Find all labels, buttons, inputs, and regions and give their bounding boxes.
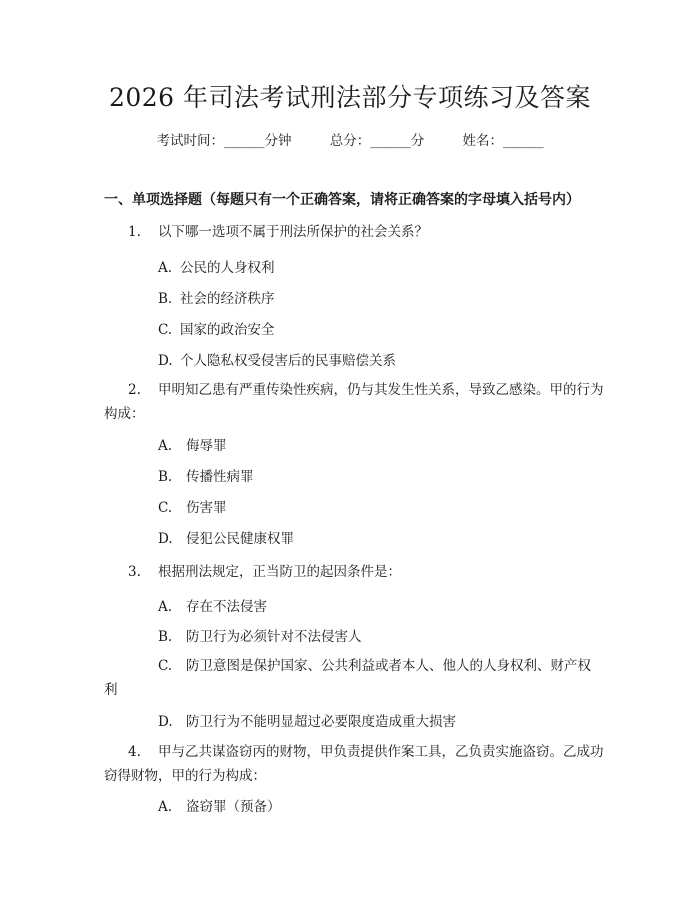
option-2c — [158, 498, 227, 518]
name-field: 姓名：______ — [462, 133, 544, 149]
option-letter: B. — [158, 629, 173, 645]
total-score-field: 总分：______分 — [329, 133, 425, 149]
exam-time-field: 考试时间：______分钟 — [156, 133, 292, 149]
option-text: 存在不法侵害 — [186, 599, 267, 615]
option-text: 盗窃罪（预备） — [186, 799, 281, 815]
question-number: 3. — [128, 564, 141, 580]
option-letter: B. — [158, 469, 173, 485]
option-text: 公民的人身权利 — [180, 260, 275, 276]
option-letter: C. — [158, 500, 173, 516]
option-letter: D. — [158, 353, 173, 369]
option-letter: C. — [158, 322, 173, 338]
option-4a — [158, 797, 281, 817]
question-number: 4. — [128, 744, 141, 760]
option-3b — [158, 627, 362, 647]
document-title: 2026 年司法考试刑法部分专项练习及答案 — [108, 83, 592, 112]
option-letter: A. — [158, 438, 173, 454]
option-letter: A. — [158, 260, 173, 276]
exam-info-line — [0, 131, 700, 151]
option-text: 社会的经济秩序 — [180, 291, 275, 307]
option-letter: D. — [158, 531, 173, 547]
option-3a — [158, 597, 267, 617]
option-text: 防卫行为必须针对不法侵害人 — [186, 629, 362, 645]
option-1c — [158, 320, 275, 340]
option-text: 个人隐私权受侵害后的民事赔偿关系 — [180, 353, 396, 369]
question-text: 根据刑法规定，正当防卫的起因条件是： — [158, 564, 401, 580]
option-letter: C. — [158, 658, 173, 674]
section-heading: 一、单项选择题（每题只有一个正确答案，请将正确答案的字母填入括号内） — [104, 192, 580, 208]
option-1d — [158, 351, 396, 371]
option-letter: D. — [158, 714, 173, 730]
question-3 — [104, 560, 604, 584]
question-number: 1. — [128, 224, 141, 240]
option-text: 防卫意图是保护国家、公共利益或者本人、他人的人身权利、财产权利 — [104, 658, 591, 698]
option-3c — [104, 654, 604, 702]
question-text: 以下哪一选项不属于刑法所保护的社会关系？ — [158, 224, 428, 240]
option-text: 传播性病罪 — [186, 469, 254, 485]
option-letter: A. — [158, 599, 173, 615]
question-2 — [104, 378, 604, 426]
question-text: 甲与乙共谋盗窃丙的财物，甲负责提供作案工具，乙负责实施盗窃。乙成功窃得财物，甲的行为构成： — [104, 744, 604, 784]
option-text: 侮辱罪 — [186, 438, 227, 454]
question-4 — [104, 740, 604, 788]
question-text: 甲明知乙患有严重传染性疾病，仍与其发生性关系，导致乙感染。甲的行为构成： — [104, 382, 604, 422]
option-1b — [158, 289, 275, 309]
option-2b — [158, 467, 254, 487]
option-text: 伤害罪 — [186, 500, 227, 516]
option-text: 防卫行为不能明显超过必要限度造成重大损害 — [186, 714, 456, 730]
option-2d — [158, 529, 294, 549]
option-letter: A. — [158, 799, 173, 815]
option-text: 国家的政治安全 — [180, 322, 275, 338]
option-1a — [158, 258, 275, 278]
option-letter: B. — [158, 291, 173, 307]
option-text: 侵犯公民健康权罪 — [186, 531, 294, 547]
option-3d — [158, 712, 456, 732]
question-1 — [104, 220, 604, 244]
option-2a — [158, 436, 227, 456]
question-number: 2. — [128, 382, 141, 398]
